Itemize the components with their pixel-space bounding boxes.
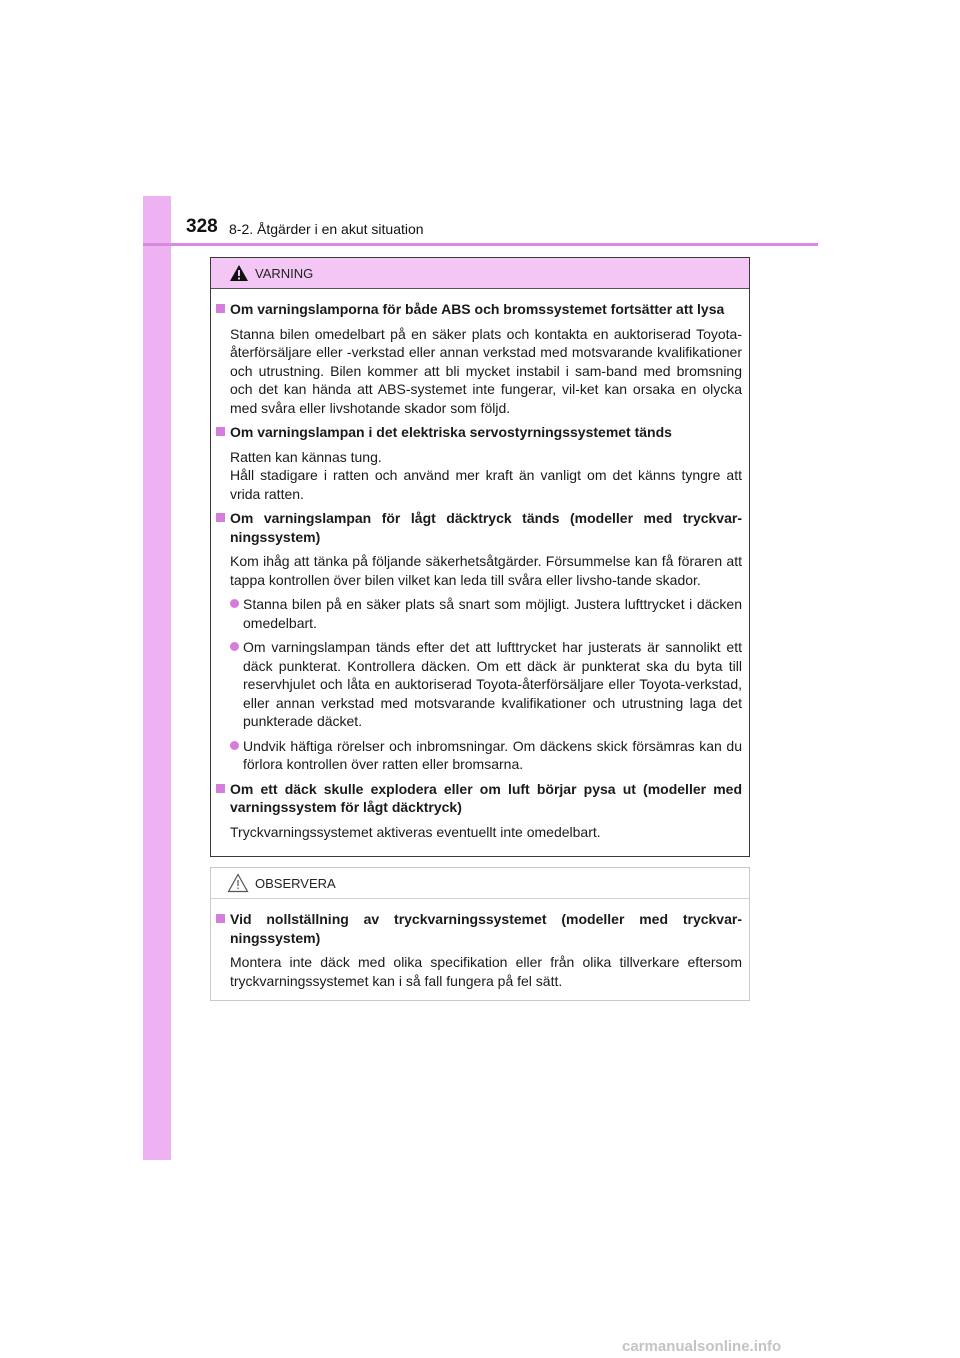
notice-body: [211, 899, 749, 990]
warning-item: [216, 780, 742, 842]
item-paragraph: Tryckvarningssystemet aktiveras eventuellt inte omedelbart.: [230, 823, 601, 840]
side-tab: [143, 196, 171, 1160]
item-heading: Om varningslampan för lågt däcktryck tänds (modeller med tryckvar-ningssystem): [230, 510, 742, 545]
item-paragraph: Håll stadigare i ratten och använd mer kraft än vanligt om det känns tyngre att vrida ratten.: [230, 467, 742, 502]
item-paragraph: Montera inte däck med olika specifikation eller från olika tillverkare eftersom tryckvarningssystemet kan i så fall fungera på fel sätt.: [230, 954, 742, 989]
item-paragraph: Kom ihåg att tänka på följande säkerhetsåtgärder. Försummelse kan få föraren att tappa kontrollen över bilen vilket kan leda till svåra eller livsho-tande skador.: [230, 553, 742, 588]
item-heading: Om ett däck skulle explodera eller om luft börjar pysa ut (modeller med varningssystem för lågt däcktryck): [230, 780, 742, 815]
list-item: Undvik häftiga rörelser och inbromsningar. Om däckens skick försämras kan du förlora kontrollen över ratten eller bromsarna.: [230, 737, 742, 774]
warning-item: [216, 300, 742, 417]
notice-item: [216, 910, 742, 990]
warning-header: [211, 258, 749, 289]
item-heading: Om varningslamporna för både ABS och bromssystemet fortsätter att lysa: [230, 301, 725, 317]
list-item: Stanna bilen på en säker plats så snart som möjligt. Justera lufttrycket i däcken omedelbart.: [230, 595, 742, 632]
dot-bullet-icon: [230, 642, 239, 651]
page-number: 328: [186, 216, 218, 237]
warning-box: [210, 257, 750, 857]
notice-header: [211, 868, 749, 899]
square-bullet-icon: [216, 304, 225, 313]
header-divider: [143, 243, 818, 246]
dot-bullet-icon: [230, 599, 239, 608]
item-paragraph: Stanna bilen omedelbart på en säker plats och kontakta en auktoriserad Toyota-återförsäljare eller -verkstad eller annan verkstad med motsvarande kvalifikationer och utrustning. Bilen kommer att bli mycket instabil i sam-band med bromsning och det kan hända att ABS-systemet inte fungerar, vil-ket kan orsaka en olycka med svåra eller livshotande skador som följd.: [230, 325, 742, 416]
caution-triangle-outline-icon: [227, 873, 249, 893]
item-paragraph: Ratten kan kännas tung.: [230, 448, 382, 465]
item-heading: Vid nollställning av tryckvarningssystemet (modeller med tryckvar-ningssystem): [230, 911, 742, 946]
list-item: Om varningslampan tänds efter det att lufttrycket har justerats är sannolikt ett däck punkterat. Kontrollera däcken. Om ett däck är punkterat ska du byta till reservhjulet och låta en auktoriserad Toyota-återförsäljare eller Toyota-verkstad, eller annan verkstad med motsvarande kvalifikationer och utrustning laga det punkterade däcket.: [230, 638, 742, 731]
warning-title: VARNING: [255, 266, 314, 281]
item-heading: Om varningslampan i det elektriska servostyrningssystemet tänds: [230, 424, 672, 440]
notice-box: [210, 867, 750, 1001]
square-bullet-icon: [216, 914, 225, 923]
section-title: 8-2. Åtgärder i en akut situation: [229, 221, 424, 237]
notice-title: OBSERVERA: [255, 876, 336, 891]
square-bullet-icon: [216, 427, 225, 436]
warning-triangle-icon: [229, 264, 249, 282]
square-bullet-icon: [216, 784, 225, 793]
watermark: carmanualsonline.info: [622, 1338, 782, 1355]
square-bullet-icon: [216, 513, 225, 522]
warning-item: [216, 509, 742, 774]
warning-body: [211, 289, 749, 841]
dot-bullet-icon: [230, 741, 239, 750]
warning-item: [216, 423, 742, 503]
